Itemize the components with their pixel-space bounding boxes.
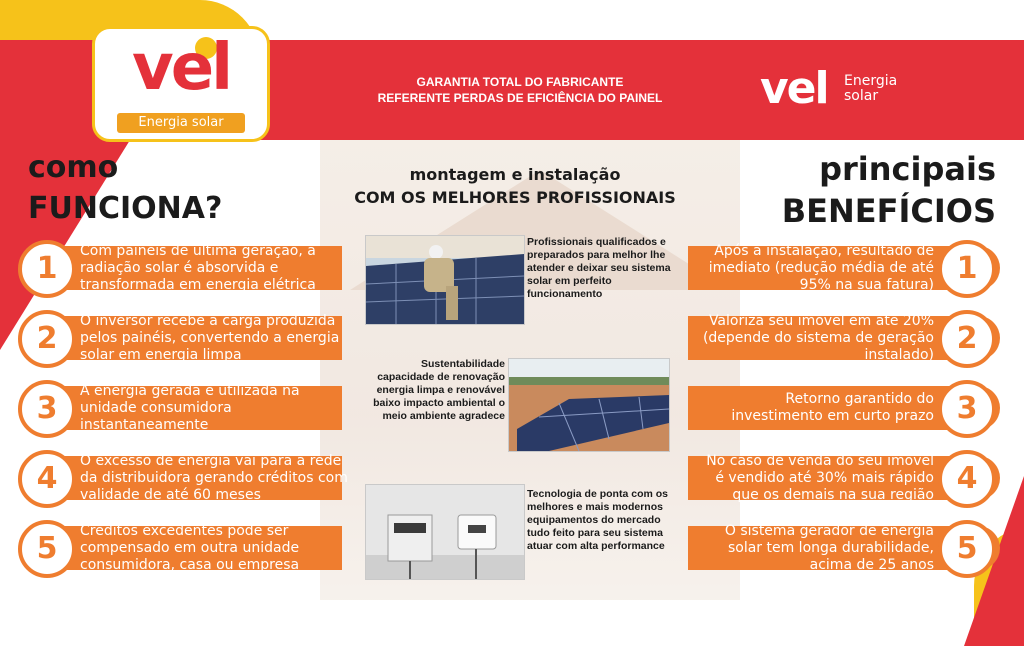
item-text: O excesso de energia vai para a rede da distribuidora gerando créditos com validade de até 60 meses: [80, 453, 348, 503]
caption-technology: Tecnologia de ponta com os melhores e mais modernos equipamentos do mercado tudo feito para seu sistema atuar com alta performance: [527, 488, 668, 552]
item-number-badge: 5: [18, 520, 76, 578]
brand-logo-right[interactable]: [760, 64, 910, 114]
how-it-works-item-2: [0, 310, 350, 366]
installer-illustration: [366, 236, 524, 324]
header-line-2: REFERENTE PERDAS DE EFICIÊNCIA DO PAINEL: [377, 91, 663, 105]
benefit-item-5: [688, 520, 1000, 576]
left-heading-line-2: FUNCIONA?: [28, 191, 223, 226]
item-number-badge: 3: [18, 380, 76, 438]
item-number-badge: 1: [938, 240, 996, 298]
brand-logo-word: vel: [131, 31, 231, 105]
item-text: Valoriza seu imóvel em até 20% (depende do sistema de geração instalado): [702, 313, 934, 363]
right-heading-line-1: principais: [819, 150, 996, 188]
center-heading-line-1: montagem e instalação: [409, 165, 621, 184]
center-heading-line-2: COM OS MELHORES PROFISSIONAIS: [354, 188, 676, 207]
item-number-badge: 5: [938, 520, 996, 578]
benefit-item-3: [688, 380, 1000, 436]
how-it-works-item-4: [0, 450, 350, 506]
photo-rooftop-panels: [508, 358, 670, 452]
header-guarantee: [340, 74, 700, 106]
how-it-works-item-5: [0, 520, 350, 576]
brand-logo-right-line1: Energia: [844, 73, 898, 89]
right-heading-line-2: BENEFÍCIOS: [781, 192, 996, 230]
item-text: O inversor recebe a carga produzida pelos painéis, convertendo a energia solar em energia limpa: [80, 313, 340, 363]
how-it-works-item-3: [0, 380, 350, 436]
photo-installer-on-roof: [365, 235, 525, 325]
item-text: Retorno garantido do investimento em curto prazo: [731, 391, 934, 424]
caption-professionals: Profissionais qualificados e preparados para melhor lhe atender e deixar seu sistema solar em perfeito funcionamento: [527, 236, 671, 300]
caption-sustainability: Sustentabilidade capacidade de renovação energia limpa e renovável baixo impacto ambiental o meio ambiente agradece: [373, 358, 505, 422]
brand-logo-subtitle: Energia solar: [117, 113, 245, 133]
benefit-item-2: [688, 310, 1000, 366]
item-text: Créditos excedentes pode ser compensado em outra unidade consumidora, casa ou empresa: [80, 523, 300, 573]
how-it-works-item-1: [0, 240, 350, 296]
item-number-badge: 2: [938, 310, 996, 368]
item-number-badge: 3: [938, 380, 996, 438]
brand-logo-right-subtitle: [844, 74, 897, 104]
item-text: No caso de venda do seu imóvel é vendido até 30% mais rápido que os demais na sua região: [706, 453, 934, 503]
photo-inverter-equipment: [365, 484, 525, 580]
left-heading-line-1: como: [28, 150, 119, 185]
inverter-illustration: [366, 485, 524, 579]
brand-logo[interactable]: [92, 26, 270, 142]
header-line-1: GARANTIA TOTAL DO FABRICANTE: [416, 75, 624, 89]
item-number-badge: 4: [18, 450, 76, 508]
benefit-item-4: [688, 450, 1000, 506]
item-number-badge: 2: [18, 310, 76, 368]
item-text: A energia gerada é utilizada na unidade consumidora instantaneamente: [80, 383, 300, 433]
benefit-item-1: [688, 240, 1000, 296]
item-text: Após a instalação, resultado de imediato (redução média de até 95% na sua fatura): [708, 243, 934, 293]
item-number-badge: 1: [18, 240, 76, 298]
rooftop-panels-illustration: [509, 359, 669, 451]
brand-logo-right-word: vel: [760, 63, 828, 114]
item-number-badge: 4: [938, 450, 996, 508]
brand-logo-right-line2: solar: [844, 88, 879, 104]
item-text: O sistema gerador de energia solar tem longa durabilidade, acima de 25 anos: [724, 523, 934, 573]
item-text: Com painéis de última geração, a radiação solar é absorvida e transformada em energia elétrica: [80, 243, 316, 293]
